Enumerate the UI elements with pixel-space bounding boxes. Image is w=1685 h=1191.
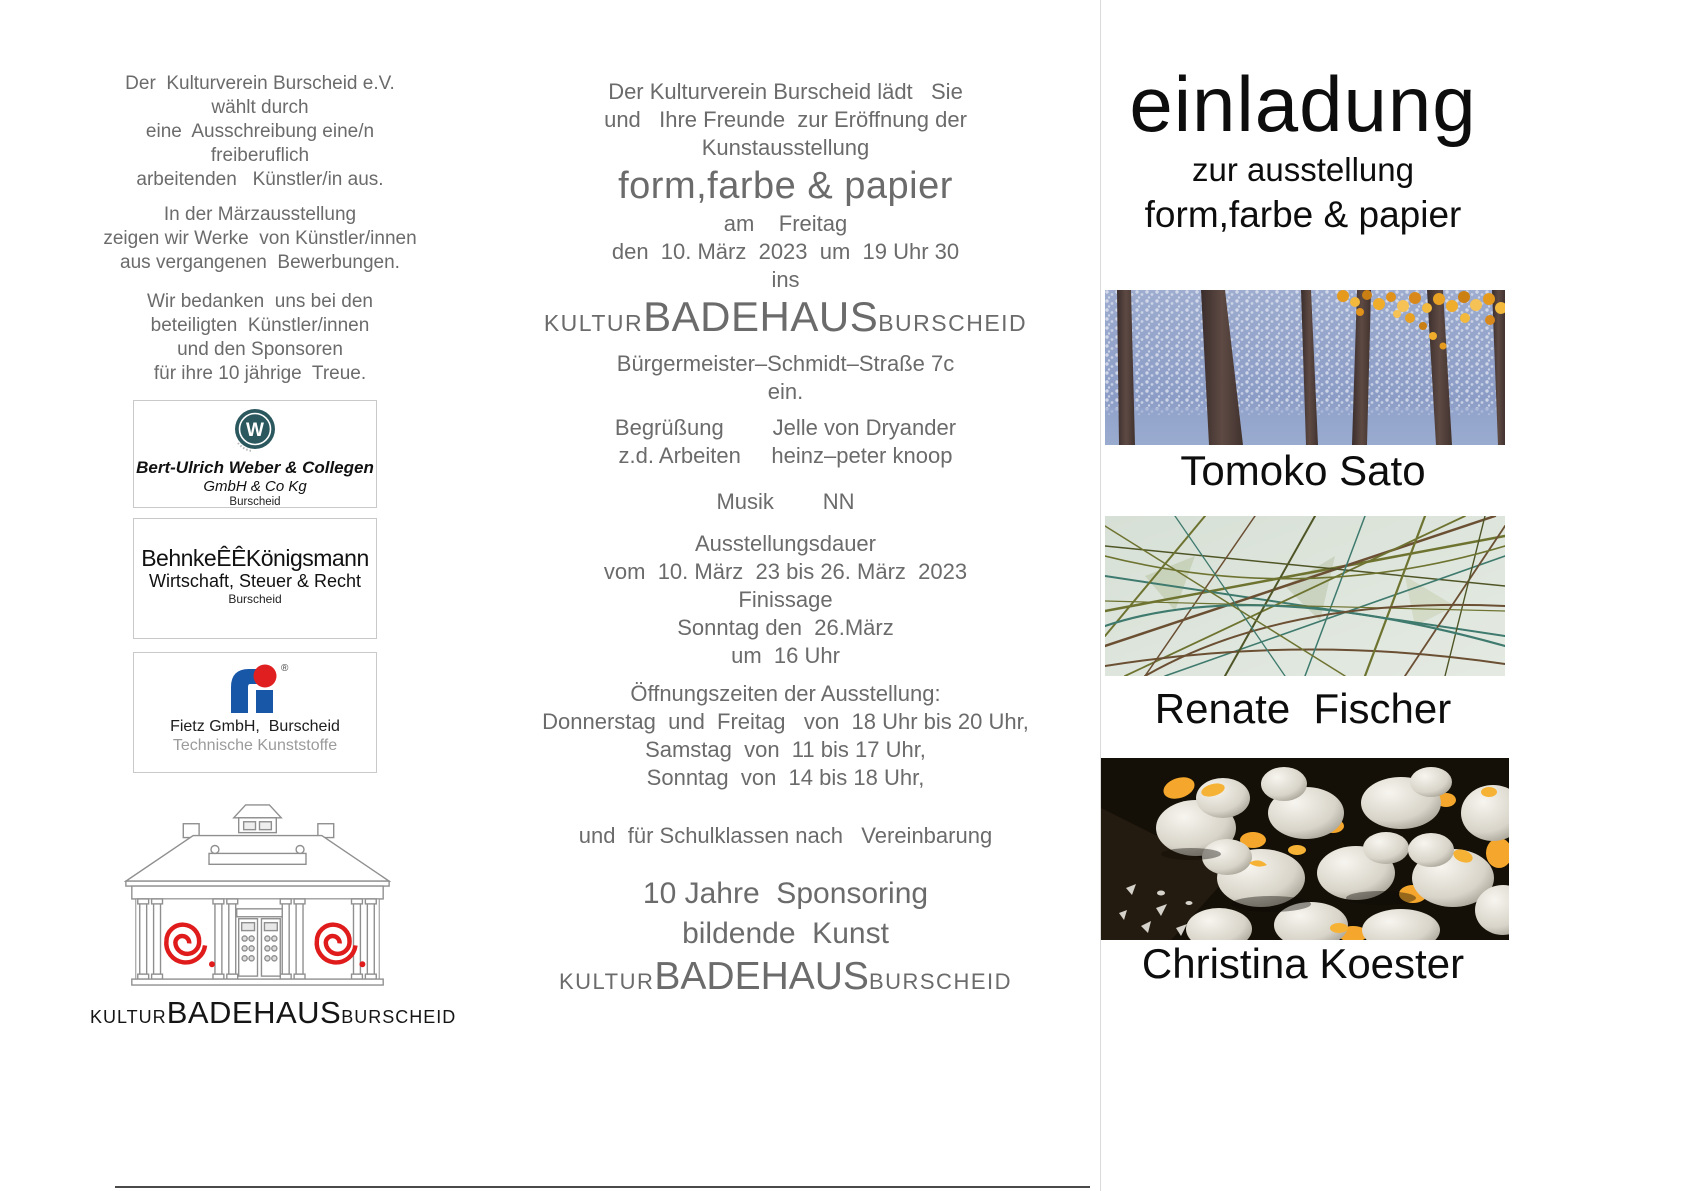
door-left	[239, 919, 258, 976]
event-line: den 10. März 2023 um 19 Uhr 30	[611, 239, 960, 264]
wordmark-kultur: KULTUR	[90, 1007, 167, 1027]
sponsor-card-fietz	[133, 652, 377, 773]
artwork-image-tomoko-sato	[1105, 290, 1505, 445]
text-line: wählt durch	[211, 97, 309, 118]
badehaus-illustration	[120, 798, 395, 988]
ein-line: ein.	[767, 379, 804, 404]
registered-mark: ®	[281, 663, 289, 674]
wordmark-badehaus: BADEHAUS	[166, 995, 342, 1030]
wordmark-burscheid: BURSCHEID	[341, 1007, 457, 1027]
artist-name: Tomoko Sato	[1180, 447, 1426, 494]
artist-name: Renate Fischer	[1154, 685, 1452, 732]
duration-line: um 16 Uhr	[731, 643, 840, 668]
text-line: für ihre 10 jährige Treue.	[153, 363, 367, 384]
weber-logo-icon	[232, 407, 278, 455]
artwork-image-christina-koester	[1101, 758, 1509, 940]
artist-name: Christina Koester	[1141, 940, 1465, 987]
artwork-image-renate-fischer	[1105, 516, 1505, 676]
venue-address: Bürgermeister–Schmidt–Straße 7c	[616, 351, 955, 376]
sponsor-name: BehnkeÊÊKönigsmann	[141, 545, 369, 571]
wordmark-burscheid: BURSCHEID	[868, 969, 1013, 994]
intro-paragraph-3	[90, 290, 430, 386]
bottom-rule	[115, 1186, 1090, 1188]
text-line: eine Ausschreibung eine/n	[145, 121, 375, 142]
duration-line: Ausstellungsdauer	[694, 531, 876, 556]
sponsor-card-behnke	[133, 518, 377, 639]
badehaus-building-icon	[120, 798, 395, 988]
wordmark-kultur: KULTUR	[543, 310, 644, 336]
text-line: und den Sponsoren	[177, 339, 343, 360]
cover-title: einladung	[1129, 60, 1477, 148]
text-line: freiberuflich	[210, 145, 310, 166]
badehaus-wordmark-footer	[488, 954, 1083, 1008]
sponsor-type: GmbH & Co Kg	[203, 478, 307, 495]
text-line: Wir bedanken uns bei den	[146, 291, 374, 312]
left-panel	[90, 72, 430, 386]
text-line: beteiligten Künstler/innen	[150, 315, 370, 336]
hours-line: Öffnungszeiten der Ausstellung:	[630, 681, 941, 706]
exhibition-title: form,farbe & papier	[618, 165, 953, 207]
sponsor-city: Burscheid	[228, 592, 282, 606]
hours-line: Samstag von 11 bis 17 Uhr,	[645, 737, 926, 762]
invite-line: Der Kulturverein Burscheid lädt Sie	[608, 79, 963, 104]
duration-line: Finissage	[738, 587, 833, 612]
text-line: zeigen wir Werke von Künstler/innen	[103, 228, 417, 249]
text-line: Der Kulturverein Burscheid e.V.	[125, 73, 395, 94]
sponsoring-line: bildende Kunst	[682, 917, 889, 950]
cover-subtitle: zur ausstellung	[1192, 151, 1414, 188]
sponsor-city: Burscheid	[229, 496, 281, 508]
sponsoring-line: 10 Jahre Sponsoring	[642, 877, 929, 910]
text-line: In der Märzausstellung	[163, 204, 357, 225]
music-line: Musik NN	[716, 489, 855, 514]
duration-line: Sonntag den 26.März	[677, 615, 894, 640]
invite-line: Kunstausstellung	[701, 135, 870, 160]
event-line: ins	[771, 267, 800, 292]
duration-line: vom 10. März 23 bis 26. März 2023	[603, 559, 968, 584]
school-line: und für Schulklassen nach Vereinbarung	[578, 823, 993, 848]
sponsor-field: Wirtschaft, Steuer & Recht	[148, 571, 362, 591]
door-right	[261, 919, 280, 976]
cover-exhibition-name: form,farbe & papier	[1144, 194, 1462, 235]
sponsor-card-weber	[133, 400, 377, 508]
hours-line: Sonntag von 14 bis 18 Uhr,	[646, 765, 925, 790]
text-line: arbeitenden Künstler/in aus.	[136, 169, 384, 190]
program-line: z.d. Arbeiten heinz–peter knoop	[618, 443, 953, 468]
intro-paragraph-1	[90, 72, 430, 192]
badehaus-wordmark-middle	[488, 294, 1083, 350]
wordmark-burscheid: BURSCHEID	[878, 310, 1028, 336]
invite-line: und Ihre Freunde zur Eröffnung der	[604, 107, 967, 132]
text-line: aus vergangenen Bewerbungen.	[120, 252, 400, 273]
program-line: Begrüßung Jelle von Dryander	[614, 415, 957, 440]
sponsor-field: Technische Kunststoffe	[172, 737, 338, 754]
fietz-logo-icon	[219, 661, 291, 715]
badehaus-wordmark-left	[90, 995, 457, 1031]
hours-line: Donnerstag und Freitag von 18 Uhr bis 20 Uhr,	[542, 709, 1029, 734]
sponsor-name: Bert-Ulrich Weber & Collegen	[136, 458, 374, 477]
wordmark-kultur: KULTUR	[558, 969, 655, 994]
middle-panel	[488, 78, 1083, 1008]
svg-text:W: W	[246, 420, 264, 441]
intro-paragraph-2	[90, 203, 430, 275]
wordmark-badehaus: BADEHAUS	[643, 293, 879, 340]
wordmark-badehaus: BADEHAUS	[654, 955, 869, 998]
sponsor-name: Fietz GmbH, Burscheid	[170, 718, 340, 735]
event-line: am Freitag	[723, 211, 848, 236]
